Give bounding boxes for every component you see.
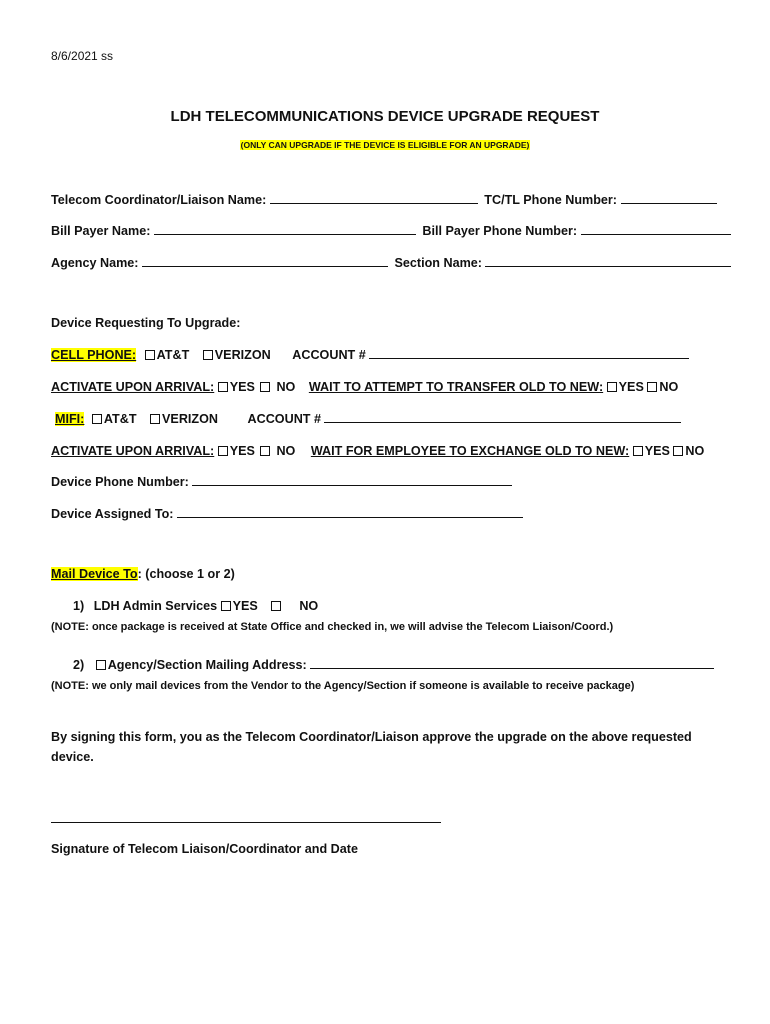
agency-name-field[interactable] [142, 256, 388, 267]
option2-address-field[interactable] [310, 658, 714, 669]
wait-transfer-yes-label: YES [618, 380, 644, 394]
form-title: LDH TELECOMMUNICATIONS DEVICE UPGRADE REQUEST [170, 108, 600, 125]
device-phone-row [51, 475, 512, 489]
mail-note-1: (NOTE: once package is received at State Office and checked in, we will advise the Telecom Liaison/Coord.) [51, 621, 614, 633]
mifi-activate-no-label: NO [276, 444, 296, 458]
wait-exchange-yes-label: YES [644, 444, 670, 458]
mifi-activate-yes-checkbox[interactable] [218, 446, 228, 456]
mifi-verizon-checkbox[interactable] [150, 414, 160, 424]
mifi-activate-no-checkbox[interactable] [260, 446, 270, 456]
signing-statement-line-2: device. [51, 750, 94, 764]
mifi-verizon-label: VERIZON [162, 412, 219, 426]
cell-att-label: AT&T [156, 348, 190, 362]
cell-att-checkbox[interactable] [145, 350, 155, 360]
mail-heading [51, 567, 235, 581]
section-label: Section Name: [394, 256, 482, 270]
mifi-account-field[interactable] [324, 412, 681, 423]
option1-yes-label: YES [232, 599, 258, 613]
cell-account-field[interactable] [369, 348, 689, 359]
form-subtitle [0, 140, 770, 150]
bill-payer-phone-field[interactable] [581, 224, 731, 235]
mifi-att-checkbox[interactable] [92, 414, 102, 424]
signature-line[interactable] [51, 822, 441, 823]
agency-label: Agency Name: [51, 256, 139, 270]
device-heading: Device Requesting To Upgrade: [51, 316, 241, 330]
option1-label: LDH Admin Services [93, 599, 218, 613]
option1-number: 1) [73, 599, 85, 613]
cell-phone-row [51, 348, 689, 362]
mifi-row [55, 412, 681, 426]
cell-verizon-checkbox[interactable] [203, 350, 213, 360]
option1-yes-checkbox[interactable] [221, 601, 231, 611]
agency-row [51, 256, 731, 270]
cell-activate-yes-checkbox[interactable] [218, 382, 228, 392]
signing-statement-line-1: By signing this form, you as the Telecom Coordinator/Liaison approve the upgrade on the above requested [51, 730, 692, 744]
option2-checkbox[interactable] [96, 660, 106, 670]
wait-transfer-yes-checkbox[interactable] [607, 382, 617, 392]
bill-payer-name-field[interactable] [154, 224, 416, 235]
option1-no-label: NO [299, 599, 319, 613]
mail-heading-label: Mail Device To [51, 567, 138, 581]
device-assigned-label: Device Assigned To: [51, 507, 174, 521]
wait-exchange-no-label: NO [685, 444, 705, 458]
form-date: 8/6/2021 ss [51, 49, 114, 63]
device-assigned-row [51, 507, 523, 521]
mifi-account-label: ACCOUNT # [247, 412, 321, 426]
wait-exchange-yes-checkbox[interactable] [633, 446, 643, 456]
cell-activate-no-label: NO [276, 380, 296, 394]
bill-payer-label: Bill Payer Name: [51, 224, 151, 238]
coordinator-label: Telecom Coordinator/Liaison Name: [51, 193, 267, 207]
section-name-field[interactable] [485, 256, 731, 267]
form-subtitle-text: (ONLY CAN UPGRADE IF THE DEVICE IS ELIGIBLE FOR AN UPGRADE) [240, 140, 530, 150]
cell-activate-yes-label: YES [229, 380, 255, 394]
signature-caption: Signature of Telecom Liaison/Coordinator and Date [51, 842, 358, 856]
bill-payer-row [51, 224, 731, 238]
option2-number: 2) [73, 658, 85, 672]
cell-activate-no-checkbox[interactable] [260, 382, 270, 392]
bill-payer-phone-label: Bill Payer Phone Number: [422, 224, 578, 238]
mail-option-1 [73, 599, 318, 613]
mifi-activate-yes-label: YES [229, 444, 255, 458]
mifi-label: MIFI: [55, 412, 85, 426]
tc-phone-label: TC/TL Phone Number: [484, 193, 617, 207]
mifi-activate-row [51, 444, 704, 458]
coordinator-name-field[interactable] [270, 193, 478, 204]
wait-transfer-no-checkbox[interactable] [647, 382, 657, 392]
option1-no-checkbox[interactable] [271, 601, 281, 611]
wait-transfer-label: WAIT TO ATTEMPT TO TRANSFER OLD TO NEW: [308, 380, 604, 394]
cell-activate-label: ACTIVATE UPON ARRIVAL: [51, 380, 215, 394]
mail-heading-suffix: : (choose 1 or 2) [137, 567, 235, 581]
cell-account-label: ACCOUNT # [292, 348, 366, 362]
mifi-activate-label: ACTIVATE UPON ARRIVAL: [51, 444, 215, 458]
device-assigned-field[interactable] [177, 507, 523, 518]
option2-label: Agency/Section Mailing Address: [107, 658, 307, 672]
device-phone-label: Device Phone Number: [51, 475, 189, 489]
wait-exchange-no-checkbox[interactable] [673, 446, 683, 456]
wait-transfer-no-label: NO [659, 380, 679, 394]
mail-option-2 [73, 658, 714, 672]
wait-exchange-label: WAIT FOR EMPLOYEE TO EXCHANGE OLD TO NEW: [310, 444, 630, 458]
mifi-att-label: AT&T [103, 412, 137, 426]
tc-phone-field[interactable] [621, 193, 717, 204]
cell-activate-row [51, 380, 678, 394]
device-phone-field[interactable] [192, 475, 512, 486]
cell-phone-label: CELL PHONE: [51, 348, 137, 362]
coordinator-row [51, 193, 717, 207]
cell-verizon-label: VERIZON [214, 348, 271, 362]
mail-note-2: (NOTE: we only mail devices from the Vendor to the Agency/Section if someone is available to receive package) [51, 680, 635, 692]
